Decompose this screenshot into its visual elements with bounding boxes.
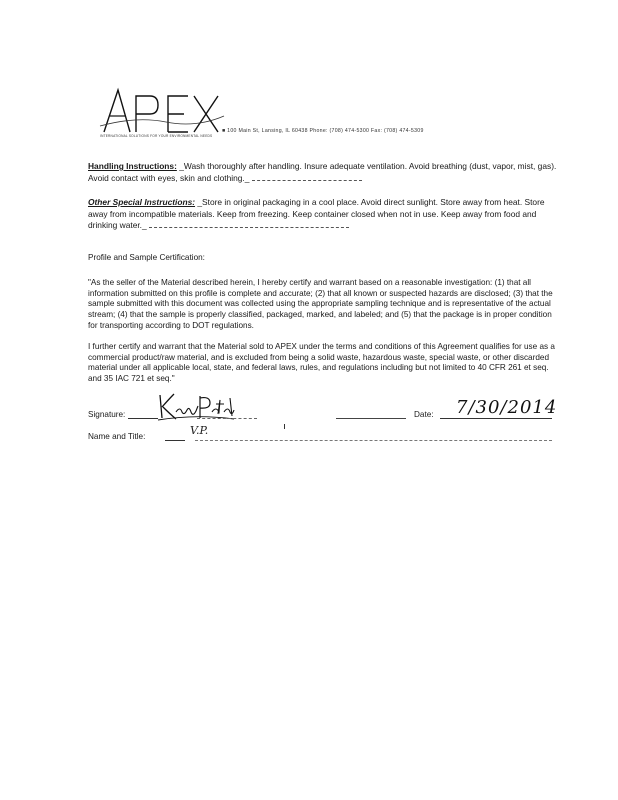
special-text: _Store in original packaging in a cool place. Avoid direct sunlight. Store away from heat. Store away from incompatible materials. Keep from freezing. Keep container closed when not in use. Keep away from food and drinking water._: [88, 197, 545, 230]
signature-line: [128, 418, 158, 419]
handling-label: Handling Instructions:: [88, 161, 177, 171]
special-instructions: [88, 197, 558, 232]
certification-paragraph-2: I further certify and warrant that the Material sold to APEX under the terms and conditions of this Agreement qualifies for use as a commercial product/raw material, and is excluded from being a solid waste, hazardous waste, special waste, or other discarded material under all applicable local, state, and federal laws, rules, and regulations including but not limited to 40 CFR 261 et seq. and 35 IAC 721 et seq.": [88, 342, 555, 384]
handling-instructions: [88, 161, 558, 184]
special-label: Other Special Instructions:: [88, 197, 196, 207]
stray-mark: [284, 424, 285, 429]
date-value: 7/30/2014: [456, 397, 558, 418]
handling-text: _Wash thoroughly after handling. Insure adequate ventilation. Avoid breathing (dust, vapor, mist, gas). Avoid contact with eyes, skin and clothing._: [88, 161, 557, 183]
date-line: [440, 418, 552, 419]
certification-title: Profile and Sample Certification:: [88, 253, 205, 262]
handling-fill-line: [252, 173, 362, 181]
signature-line-right: [336, 418, 406, 419]
date-label: Date:: [414, 410, 434, 419]
special-fill-line: [149, 220, 349, 228]
name-line-short: [165, 440, 185, 441]
signature-label: Signature:: [88, 410, 126, 419]
certification-paragraph-1: "As the seller of the Material described herein, I hereby certify and warrant based on a reasonable investigation: (1) that all information submitted on this profile is complete and accurate; (2) that all known or suspected hazards are disclosed; (3) that the sample submitted with this document was collected using the appropriate sampling technique and is representative of the actual stream; (4) that the sample is properly classified, packaged, marked, and labeled; and (5) that the package is in proper condition for transporting according to DOT regulations.: [88, 278, 553, 330]
company-address: ■ 100 Main St, Lansing, IL 60438 Phone: (708) 474-5300 Fax: (708) 474-5309: [222, 128, 424, 134]
name-line: [195, 440, 552, 441]
name-title-initials: V.P.: [190, 424, 209, 437]
logo-tagline: INTERNATIONAL SOLUTIONS FOR YOUR ENVIRONMENTAL NEEDS: [100, 134, 213, 138]
signature-line-dashed: [197, 418, 257, 419]
name-title-label: Name and Title:: [88, 432, 146, 441]
